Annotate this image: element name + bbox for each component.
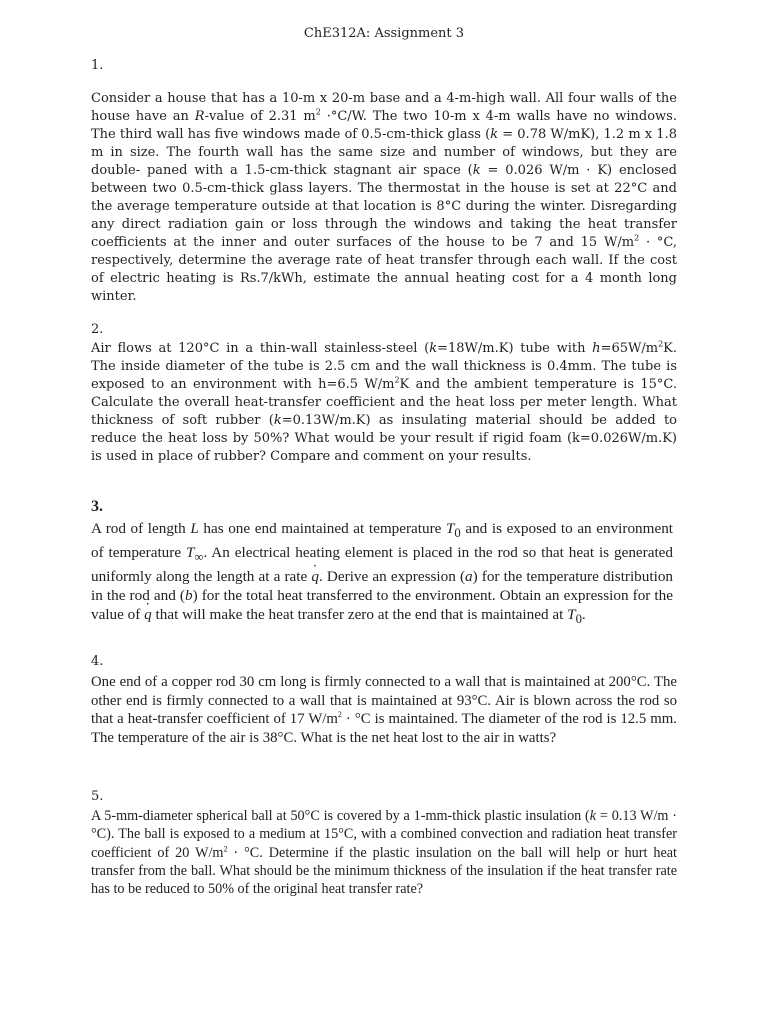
problem-2-text: Air flows at 120°C in a thin-wall stainless-steel (k=18W/m.K) tube with $h=65W/m^2K$. The inside diameter of the tube is 2.5 cm and the wall thickness is 0.4mm. The tube is exposed to an environment with h=6.5 $W/m^2K$ and the ambient temperature is 15°C. Calculate the overall heat-transfer coefficient and the heat loss per meter length. What thickness of soft rubber (k=0.13W/m.K) as insulating material should be added to reduce the heat loss by 50%? What would be your result if rigid foam (k=0.026W/m.K) is used in place of rubber? Compare and comment on your results. xyxy=(91,339,678,464)
problem-4-text: One end of a copper rod 30 cm long is firmly connected to a wall that is maintained at 200°C. The other end is firmly connected to a wall that is maintained at 93°C. Air is blown across the rod so that a heat-transfer coefficient of 17 $W/m^2 \cdot ^\circ C$ is maintained. The diameter of the rod is 12.5 mm. The temperature of the air is 38°C. What is the net heat lost to the air in watts? xyxy=(91,674,677,746)
page-title: ChE312A: Assignment 3 xyxy=(303,26,465,41)
problem-3-text: A rod of length L has one end maintained at temperature $T_0$ and is exposed to an environment of temperature $T_\infty$. An electrical heating element is placed in the rod so that heat is generated uniformly along the length at a rate q ˙. Derive an expression (a) for the temperature distribution in the rod and (b) for the total heat transferred to the environment. Obtain an expression for the value of q ˙ that will make the heat transfer zero at the end that is maintained at $T_0$. xyxy=(91,519,673,629)
problem-2-number: 2. xyxy=(91,322,104,337)
problem-1-number: 1. xyxy=(91,58,104,73)
problem-4-number: 4. xyxy=(91,654,104,669)
problem-5-number: 5. xyxy=(91,789,104,804)
problem-5-text: A 5-mm-diameter spherical ball at 50°C is covered by a 1-mm-thick plastic insulation (k = 0.13 W/m · °C). The ball is exposed to a medium at 15°C, with a combined convection and radiation heat transfer coefficient of 20 $W/m^2 \cdot ^\circ C$. Determine if the plastic insulation on the ball will help or hurt heat transfer from the ball. What should be the minimum thickness of the insulation if the heat transfer rate has to be reduced to 50% of the original heat transfer rate? xyxy=(91,808,678,898)
problem-1-text: Consider a house that has a 10-m x 20-m base and a 4-m-high wall. All four walls of the house have an R-value of 2.31 $m^2 \cdot^\circ C/W$. The two 10-m x 4-m walls have no windows. The third wall has five windows made of 0.5-cm-thick glass (k = 0.78 W/mK), 1.2 m x 1.8 m in size. The fourth wall has the same size and number of windows, but they are double- paned with a 1.5-cm-thick stagnant air space (k = 0.026 W/m · K) enclosed between two 0.5-cm-thick glass layers. The thermostat in the house is set at 22°C and the average temperature outside at that location is 8°C during the winter. Disregarding any direct radiation gain or loss through the windows and taking the heat transfer coefficients at the inner and outer surfaces of the house to be 7 and 15 $W/m^2 \cdot ^\circ C$, respectively, determine the average rate of heat transfer through each wall. If the cost of electric heating is Rs.7/kWh, estimate the annual heating cost for a 4 month long winter. xyxy=(91,91,678,304)
problem-3-number: 3. xyxy=(91,498,103,515)
